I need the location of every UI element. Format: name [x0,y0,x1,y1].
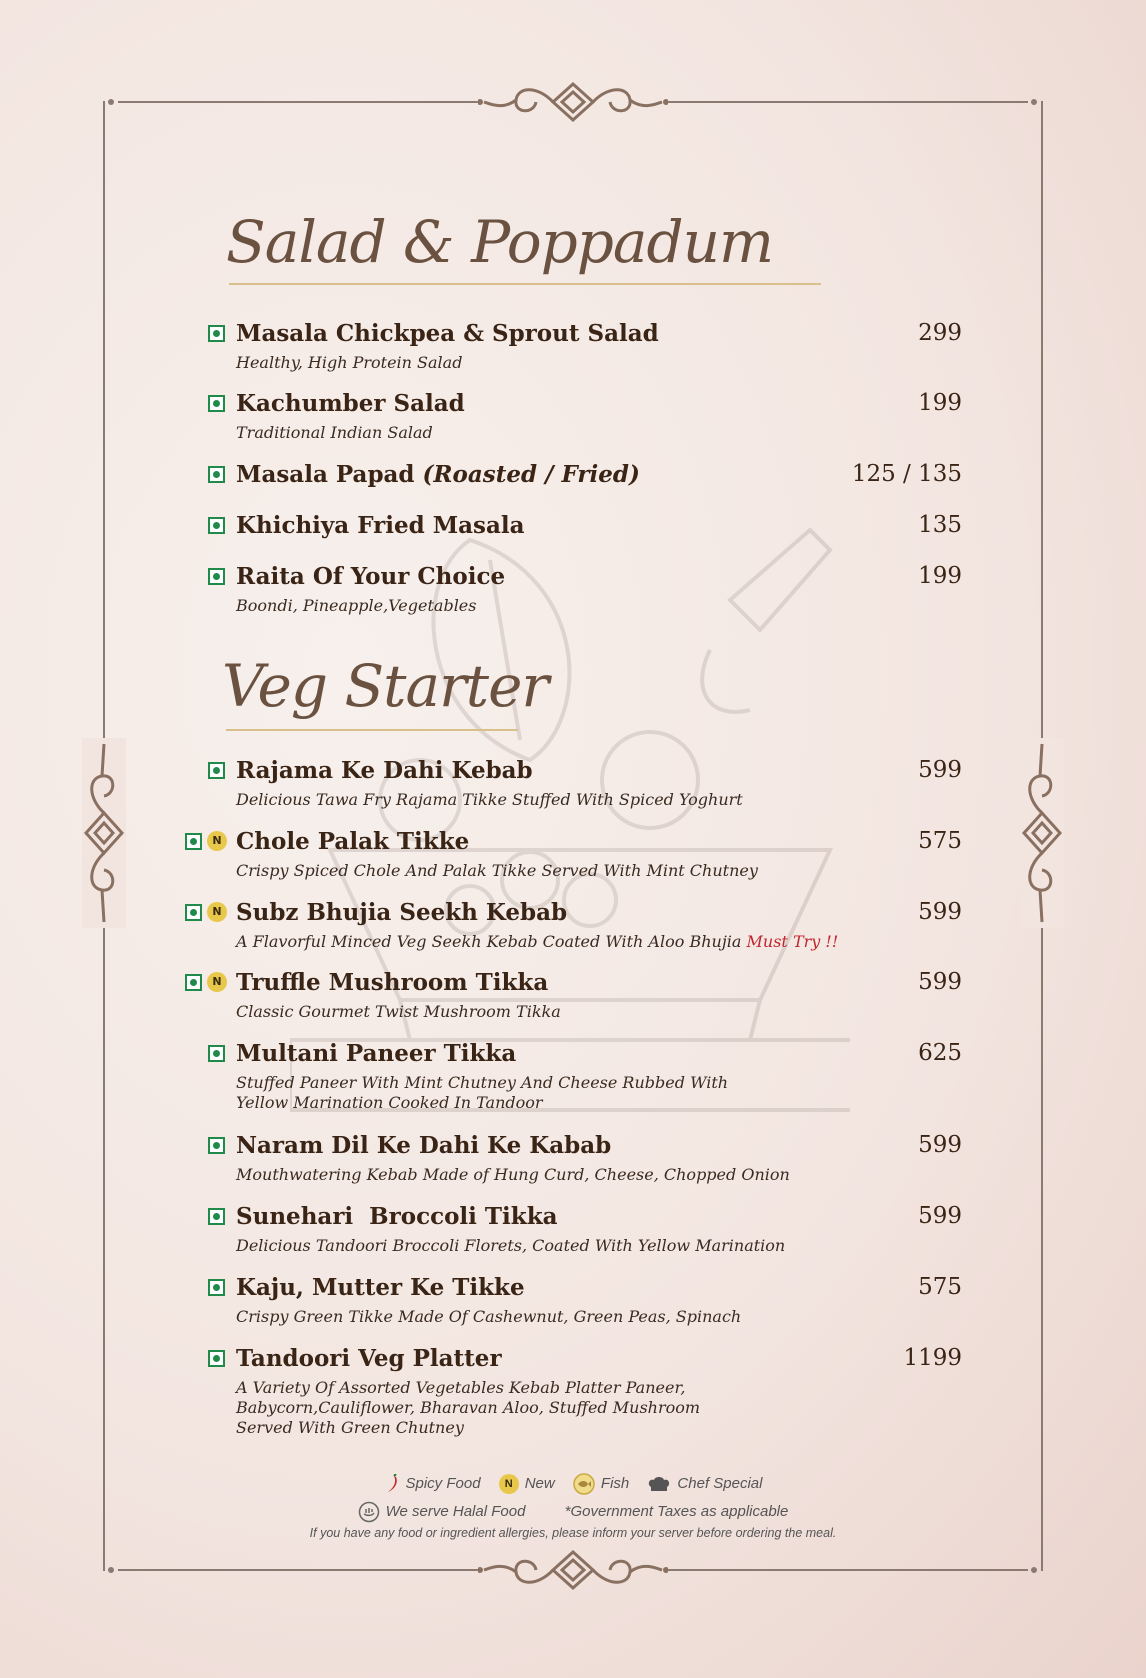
item-name-text: Masala Papad [236,461,415,488]
item-price: 199 [918,563,962,589]
item-price: 299 [918,320,962,346]
item-price: 599 [918,969,962,995]
item-name: Raita Of Your Choice [236,563,506,590]
item-name: Rajama Ke Dahi Kebab [236,757,533,784]
veg-icon [208,762,225,779]
item-description: Delicious Tandoori Broccoli Florets, Coated With Yellow Marination [236,1236,786,1255]
frame-bottom-right-line [668,1569,1028,1571]
right-side-ornament [1020,738,1064,928]
new-badge-icon: N [207,972,227,992]
item-name: Masala Chickpea & Sprout Salad [236,320,659,347]
item-description-line-3: Served With Green Chutney [236,1418,464,1437]
item-description: A Variety Of Assorted Vegetables Kebab Platter Paneer, [236,1378,686,1397]
item-name: Kaju, Mutter Ke Tikke [236,1274,525,1301]
fish-icon [573,1473,595,1495]
section-title-underline [226,729,518,731]
frame-top-right-line [668,101,1028,103]
legend-spicy [384,1475,485,1492]
item-price: 599 [918,899,962,925]
legend-halal [358,1503,530,1520]
frame-dot [108,1567,114,1573]
halal-icon [358,1501,380,1523]
section-title-underline [229,283,821,285]
new-badge-icon: N [499,1474,519,1494]
item-price: 1199 [903,1345,962,1371]
item-description: Stuffed Paneer With Mint Chutney And Cheese Rubbed With [236,1073,729,1092]
frame-dot [1031,99,1037,105]
item-price: 125 / 135 [851,461,962,487]
frame-top-left-line [118,101,478,103]
frame-dot [1031,1567,1037,1573]
item-name: Khichiya Fried Masala [236,512,525,539]
frame-dot [108,99,114,105]
veg-icon [208,1045,225,1062]
veg-icon [185,833,202,850]
left-side-ornament [82,738,126,928]
allergy-notice: If you have any food or ingredient allergies, please inform your server before ordering the meal. [309,1526,837,1540]
veg-icon [208,568,225,585]
legend-taxes: *Government Taxes as applicable [564,1502,789,1520]
veg-icon [185,974,202,991]
item-name [236,461,640,488]
item-name: Tandoori Veg Platter [236,1345,502,1372]
item-description-line-2: Babycorn,Cauliflower, Bharavan Aloo, Stuffed Mushroom [236,1398,701,1417]
veg-icon [208,1350,225,1367]
item-price: 599 [918,757,962,783]
veg-icon [208,395,225,412]
item-price: 135 [918,512,962,538]
item-price: 625 [918,1040,962,1066]
item-name: Sunehari Broccoli Tikka [236,1203,558,1230]
item-description: Classic Gourmet Twist Mushroom Tikka [236,1002,561,1021]
bottom-flourish-ornament [478,1548,668,1592]
veg-icon [185,904,202,921]
new-badge-icon: N [207,831,227,851]
item-name: Truffle Mushroom Tikka [236,969,549,996]
must-try-highlight: Must Try !! [746,932,839,951]
item-price: 575 [918,828,962,854]
item-description-line-2: Yellow Marination Cooked In Tandoor [236,1093,543,1112]
legend-new [499,1475,559,1492]
item-option: (Roasted / Fried) [422,461,640,488]
legend-row [0,1473,1146,1495]
veg-icon [208,517,225,534]
veg-icon [208,1208,225,1225]
legend-halal-label: We serve Halal Food [385,1502,526,1520]
item-description: Crispy Spiced Chole And Palak Tikke Served With Mint Chutney [236,861,758,880]
item-price: 199 [918,390,962,416]
item-description: Crispy Green Tikke Made Of Cashewnut, Green Peas, Spinach [236,1307,742,1326]
section-title-salad: Salad & Poppadum [226,208,773,276]
item-name: Kachumber Salad [236,390,465,417]
legend-fish [573,1475,634,1492]
legend-chef [647,1475,762,1492]
veg-icon [208,466,225,483]
item-name: Subz Bhujia Seekh Kebab [236,899,568,926]
legend-fish-label: Fish [600,1474,630,1492]
veg-icon [208,1279,225,1296]
frame-bottom-left-line [118,1569,478,1571]
item-description: Mouthwatering Kebab Made of Hung Curd, Cheese, Chopped Onion [236,1165,790,1184]
legend-row-2 [0,1501,1146,1523]
legend-new-label: New [524,1474,555,1492]
item-name: Multani Paneer Tikka [236,1040,517,1067]
legend-chef-label: Chef Special [677,1474,763,1492]
chef-hat-icon [647,1475,671,1493]
item-description: Healthy, High Protein Salad [236,353,463,372]
legend-spicy-label: Spicy Food [405,1474,481,1492]
item-name: Chole Palak Tikke [236,828,470,855]
item-description: Delicious Tawa Fry Rajama Tikke Stuffed With Spiced Yoghurt [236,790,743,809]
item-description: Traditional Indian Salad [236,423,433,442]
new-badge-icon: N [207,902,227,922]
item-price: 599 [918,1203,962,1229]
item-description: Boondi, Pineapple,Vegetables [236,596,477,615]
top-flourish-ornament [478,80,668,124]
section-title-veg-starter: Veg Starter [222,652,549,720]
item-description [236,932,838,952]
item-price: 575 [918,1274,962,1300]
veg-icon [208,325,225,342]
item-price: 599 [918,1132,962,1158]
item-name: Naram Dil Ke Dahi Ke Kabab [236,1132,612,1159]
veg-icon [208,1137,225,1154]
chili-icon [384,1474,400,1494]
item-description-text: A Flavorful Minced Veg Seekh Kebab Coated With Aloo Bhujia [236,932,742,951]
